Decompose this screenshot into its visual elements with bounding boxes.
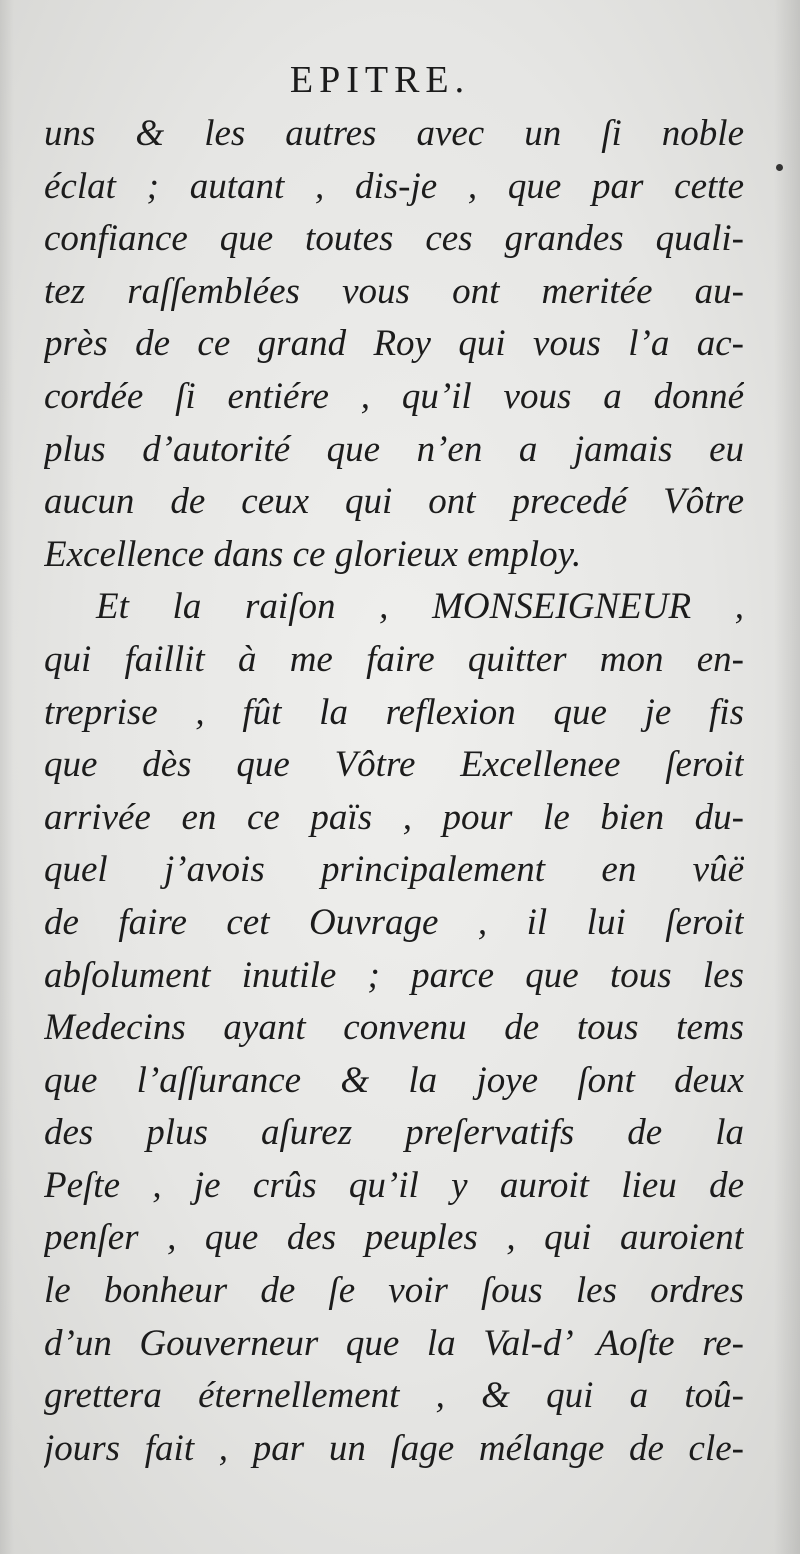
text-line: d’un Gouverneur que la Val-d’ Aoſte re- (44, 1322, 744, 1364)
body-text (44, 108, 744, 1475)
text-line: grettera éternellement , & qui a toû- (44, 1375, 744, 1417)
text-line: près de ce grand Roy qui vous l’a ac- (44, 323, 744, 365)
text-line: treprise , fût la reflexion que je fis (44, 691, 744, 733)
text-line: éclat ; autant , dis-je , que par cette (44, 165, 744, 207)
text-line: aucun de ceux qui ont precedé Vôtre (44, 481, 744, 523)
text-line: quel j’avois principalement en vûë (44, 849, 744, 891)
text-line: qui faillit à me faire quitter mon en- (44, 638, 744, 680)
text-line: Peſte , je crûs qu’il y auroit lieu de (44, 1164, 744, 1206)
text-line: Et la raiſon , MONSEIGNEUR , (96, 586, 744, 628)
text-line: Excellence dans ce glorieux employ. (44, 533, 582, 575)
text-line: uns & les autres avec un ſi noble (44, 113, 744, 154)
text-line: le bonheur de ſe voir ſous les ordres (44, 1270, 744, 1312)
text-line: des plus aſurez preſervatifs de la (44, 1112, 744, 1154)
text-line: que l’aſſurance & la joye ſont deux (44, 1059, 744, 1101)
text-line: plus d’autorité que n’en a jamais eu (44, 428, 744, 470)
text-line: tez raſſemblées vous ont meritée au- (44, 270, 744, 312)
text-line: penſer , que des peuples , qui auroient (44, 1217, 744, 1259)
text-line: arrivée en ce païs , pour le bien du- (44, 796, 744, 838)
text-line: cordée ſi entiére , qu’il vous a donné (44, 375, 744, 417)
text-line: confiance que toutes ces grandes quali- (44, 218, 744, 260)
page-heading: EPITRE. (289, 59, 471, 101)
text-line: jours fait , par un ſage mélange de cle- (44, 1427, 744, 1469)
text-line: de faire cet Ouvrage , il lui ſeroit (44, 901, 744, 943)
text-line: Medecins ayant convenu de tous tems (44, 1007, 744, 1049)
text-line: que dès que Vôtre Excellenee ſeroit (44, 744, 744, 786)
text-line: abſolument inutile ; parce que tous les (44, 954, 744, 996)
ink-spot (776, 164, 783, 171)
